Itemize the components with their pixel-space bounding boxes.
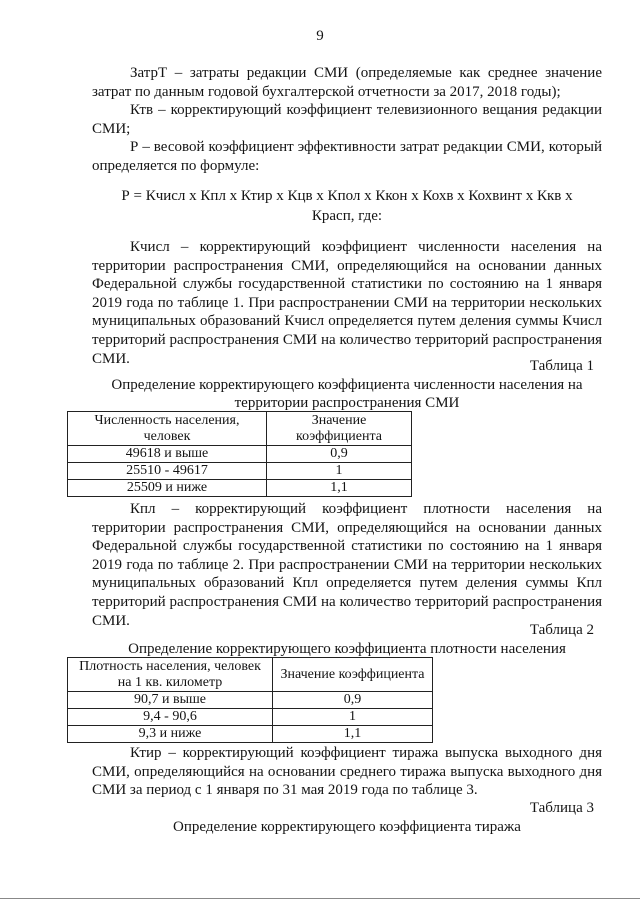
table3-label: Таблица 3 (529, 800, 594, 816)
table-cell: 0,9 (273, 692, 433, 709)
table2-label: Таблица 2 (529, 622, 594, 638)
table2-caption: Определение корректирующего коэффициента плотности населения (128, 641, 566, 657)
paragraph-ktv: Ктв – корректирующий коэффициент телевизионного вещания редакции СМИ; (92, 102, 602, 137)
page-bottom-rule (0, 898, 640, 899)
paragraph-ktir: Ктир – корректирующий коэффициент тиража выпуска выходного дня СМИ, определяющийся на основании среднего тиража выпуска выходного дня СМИ за период с 1 января по 31 мая 2019 года по таблице 3. (92, 745, 602, 799)
table-cell: 1,1 (267, 480, 412, 497)
table-cell: 1 (273, 709, 433, 726)
paragraph-zatrt: ЗатрТ – затраты редакции СМИ (определяемые как среднее значение затрат по данным годовой бухгалтерской отчетности за 2017, 2018 годы); (92, 65, 602, 100)
table-row (68, 709, 433, 726)
table-row (68, 463, 412, 480)
table2-header-density: Плотность населения, человек на 1 кв. километр (68, 658, 273, 692)
table-cell: 9,3 и ниже (68, 726, 273, 743)
paragraph-kchisl: Кчисл – корректирующий коэффициент численности населения на территории распространения СМИ, определяющийся на основании данных Федеральной службы государственной статистики по состоянию на 1 января 2019 года по таблице 1. При распространении СМИ на территории нескольких муниципальных образований Кчисл определяется путем деления суммы Кчисл территорий распространения СМИ на количество территорий распространения СМИ. (92, 239, 602, 367)
paragraph-kpl: Кпл – корректирующий коэффициент плотности населения на территории распространения СМИ, определяющийся на основании данных Федеральной службы государственной статистики по состоянию на 1 января 2019 года по таблице 2. При распространении СМИ на территории нескольких муниципальных образований Кпл определяется путем деления суммы Кпл территорий распространения СМИ на количество территорий распространения СМИ. (92, 501, 602, 629)
table-cell: 90,7 и выше (68, 692, 273, 709)
table1 (67, 411, 412, 497)
table-cell: 25510 - 49617 (68, 463, 267, 480)
table-row (68, 446, 412, 463)
table1-caption: Определение корректирующего коэффициента численности населения на территории распространения СМИ (111, 377, 583, 411)
table-cell: 0,9 (267, 446, 412, 463)
table-row (68, 692, 433, 709)
formula-line-1: Р = Кчисл х Кпл х Ктир х Кцв х Кпол х Ккон х Кохв х Кохвинт х Ккв х (121, 188, 573, 204)
table1-header-population: Численность населения, человек (68, 412, 267, 446)
paragraph-r: Р – весовой коэффициент эффективности затрат редакции СМИ, который определяется по формуле: (92, 139, 602, 174)
table1-header-value: Значение коэффициента (267, 412, 412, 446)
table-cell: 1 (267, 463, 412, 480)
table-cell: 25509 и ниже (68, 480, 267, 497)
table-cell: 9,4 - 90,6 (68, 709, 273, 726)
table2-header-value: Значение коэффициента (273, 658, 433, 692)
table-row (68, 726, 433, 743)
formula-line-2: Красп, где: (311, 208, 383, 224)
table1-label: Таблица 1 (529, 358, 594, 374)
table-cell: 49618 и выше (68, 446, 267, 463)
page-number: 9 (316, 28, 324, 44)
table-row (68, 480, 412, 497)
table3-caption: Определение корректирующего коэффициента тиража (173, 819, 521, 835)
table-cell: 1,1 (273, 726, 433, 743)
table2 (67, 657, 433, 743)
